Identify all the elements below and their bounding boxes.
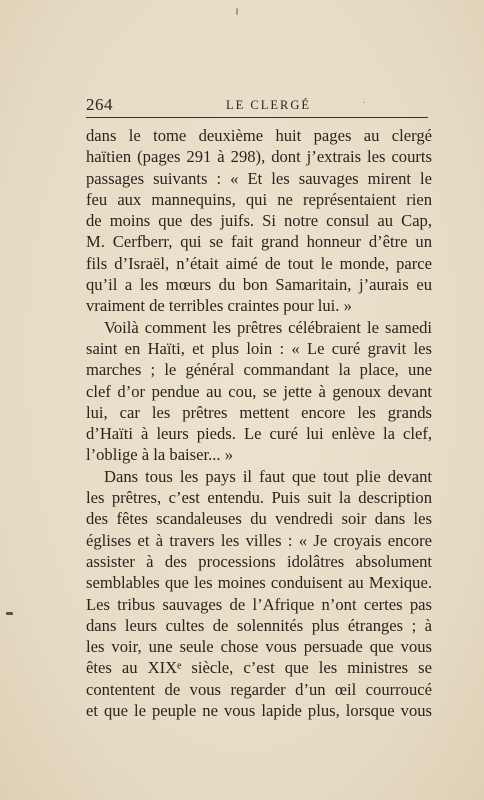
text-line: dans le tome deuxième huit pages au clergé [86,126,432,145]
text-line: églises et à travers les villes : « Je croyais encore [86,530,432,550]
running-head: LE CLERGÉ [226,98,312,112]
page-number: 264 [86,95,113,114]
page-header [86,93,428,118]
text-line: dans leurs cultes de solennités plus étranges ; à [86,615,432,635]
text-line: Dans tous les pays il faut que tout plie devant [104,466,432,486]
text-line: les voir, une seule chose vous persuade que vous [86,637,432,657]
text-line: semblables que les moines conduisent au Mexique. [86,573,432,593]
text-line: êtes au XIXᵉ siècle, c’est que les ministres se [86,658,432,678]
text-line: assister à des processions idolâtres absolument [86,551,432,571]
text-line: de moins que des juifs. Si notre consul au Cap, [86,211,432,231]
text-line: l’oblige à la baiser... » [86,445,233,465]
text-line: feu aux mannequins, qui ne représentaient rien [86,189,432,209]
text-line: clef d’or pendue au cou, se jette à genoux devant [86,381,432,401]
text-line: qu’il a les mœurs du bon Samaritain, j’aurais eu [86,275,432,295]
margin-mark [6,612,13,615]
text-line: passages suivants : « Et les sauvages mirent le [86,168,432,188]
text-line: d’Haïti à leurs pieds. Le curé lui enlève la clef, [86,424,432,444]
body-text [86,125,432,721]
text-line: Les tribus sauvages de l’Afrique n’ont certes pas [86,594,432,614]
text-line: Voilà comment les prêtres célébraient le samedi [104,317,432,337]
paper-speck [236,8,238,15]
header-mark: · [362,98,366,109]
text-line: saint en Haïti, et plus loin : « Le curé gravit les [86,338,432,358]
text-line: fils d’Israël, n’était aimé de tout le monde, parce [86,253,432,273]
text-line: haïtien (pages 291 à 298), dont j’extrais les courts [86,147,432,167]
text-line: les prêtres, c’est entendu. Puis suit la description [86,488,432,508]
text-line: marches ; le général commandant la place, une [86,360,432,380]
text-line: contentent de vous regarder d’un œil courroucé [86,679,432,699]
text-line: lui, car les prêtres mettent encore les grands [86,402,432,422]
text-line: M. Cerfberr, qui se fait grand honneur d’être un [86,232,432,252]
text-line: des fêtes scandaleuses du vendredi soir dans les [86,509,432,529]
text-line: vraiment de terribles craintes pour lui. » [86,296,352,316]
text-line: et que le peuple ne vous lapide plus, lorsque vous [86,701,432,721]
